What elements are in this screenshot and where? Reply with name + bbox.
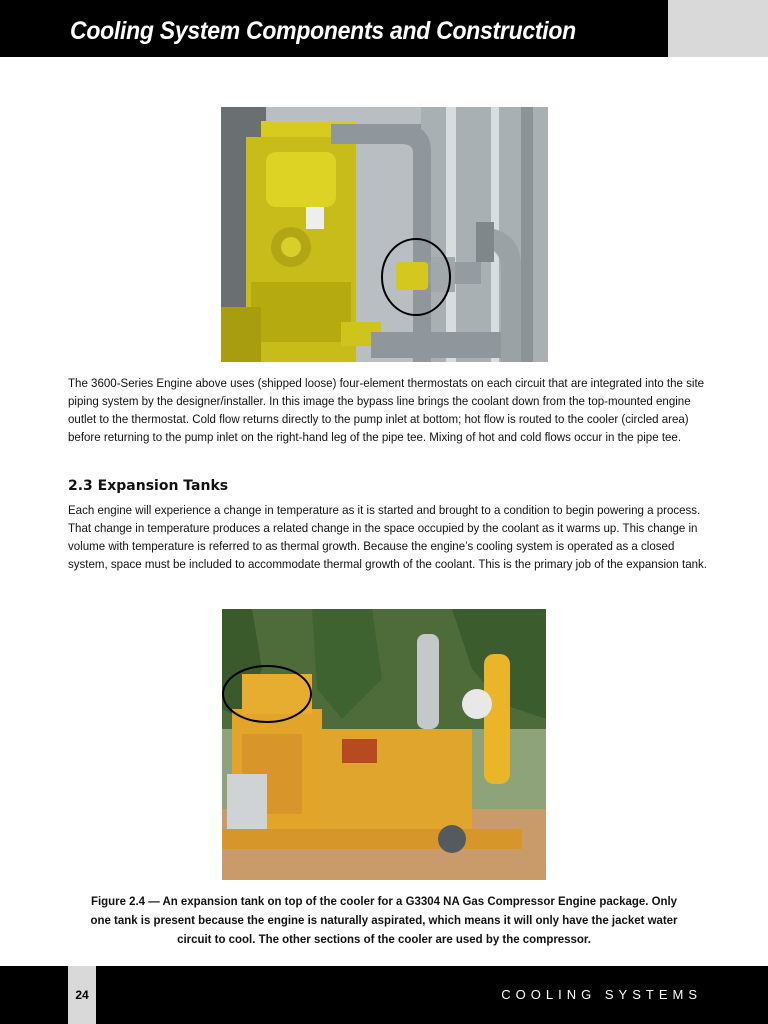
page-title: Cooling System Components and Construction	[70, 17, 576, 45]
section-body-paragraph: Each engine will experience a change in temperature as it is started and brought to a condition to begin powering a process. That change in temperature produces a related change in the space occupied by the coolant as it warms up. This change in volume with temperature is referred to as thermal growth. Because the engine’s cooling system is operated as a closed system, space must be included to accommodate thermal growth of the coolant. This is the primary job of the expansion tank.	[68, 503, 708, 572]
section-heading: 2.3 Expansion Tanks	[68, 478, 229, 494]
compressor-package-illustration	[222, 609, 546, 880]
engine-piping-illustration	[221, 107, 548, 362]
header-accent-block	[668, 0, 768, 57]
figure-caption: Figure 2.4 — An expansion tank on top of the cooler for a G3304 NA Gas Compressor Engine package. Only one tank is present because the engine is naturally aspirated, which means it will only have the jacket water circuit to cool. The other sections of the cooler are used by the compressor.	[90, 894, 678, 946]
compressor-package-photo	[222, 609, 546, 880]
engine-piping-photo	[221, 107, 548, 362]
page-number: 24	[75, 988, 89, 1002]
intro-paragraph: The 3600-Series Engine above uses (shipped loose) four-element thermostats on each circuit that are integrated into the site piping system by the designer/installer. In this image the bypass line brings the coolant down from the top-mounted engine outlet to the thermostat. Cold flow returns directly to the pump inlet at bottom; hot flow is routed to the cooler (circled area) before returning to the pump inlet on the right-hand leg of the pipe tee. Mixing of hot and cold flows occur in the pipe tee.	[68, 376, 705, 445]
footer-section-title: COOLING SYSTEMS	[501, 987, 702, 1002]
